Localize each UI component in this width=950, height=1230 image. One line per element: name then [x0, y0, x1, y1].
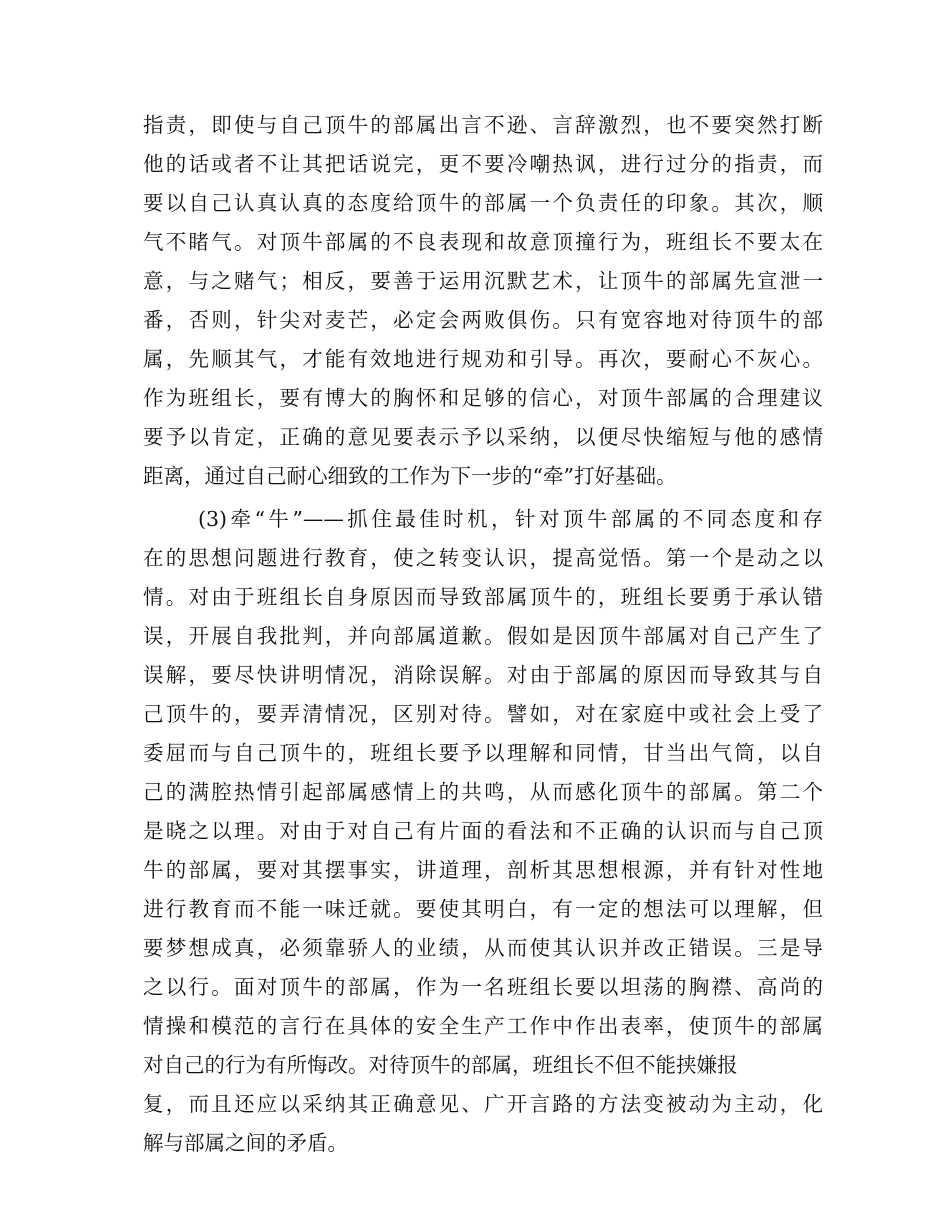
text-line: 指责，即使与自己顶牛的部属出言不逊、言辞激烈，也不要突然打断	[143, 113, 823, 137]
text-line: 要梦想成真，必须靠骄人的业绩，从而使其认识并改正错误。三是导	[143, 936, 823, 960]
text-line: 对自己的行为有所悔改。对待顶牛的部属，班组长不但不能挟嫌报	[143, 1053, 738, 1077]
text-line: 他的话或者不让其把话说完，更不要冷嘲热讽，进行过分的指责，而	[143, 152, 823, 176]
paragraph-1	[143, 106, 823, 496]
text-line: 作为班组长，要有博大的胸怀和足够的信心，对顶牛部属的合理建议	[143, 386, 823, 410]
paragraph-2	[143, 500, 823, 1163]
text-line: 误解，要尽快讲明情况，消除误解。对由于部属的原因而导致其与自	[143, 663, 823, 687]
text-line: 进行教育而不能一味迁就。要使其明白，有一定的想法可以理解，但	[143, 897, 823, 921]
text-line: 番，否则，针尖对麦芒，必定会两败俱伤。只有宽容地对待顶牛的部	[143, 308, 823, 332]
text-line: 己顶牛的，要弄清情况，区别对待。譬如，对在家庭中或社会上受了	[143, 702, 823, 726]
text-line: 委屈而与自己顶牛的，班组长要予以理解和同情，甘当出气筒，以自	[143, 741, 823, 765]
text-line: 牛的部属，要对其摆事实，讲道理，剖析其思想根源，并有针对性地	[143, 858, 823, 882]
text-line: 情操和模范的言行在具体的安全生产工作中作出表率，使顶牛的部属	[143, 1014, 823, 1038]
text-line: 情。对由于班组长自身原因而导致部属顶牛的，班组长要勇于承认错	[143, 585, 823, 609]
text-line: 在的思想问题进行教育，使之转变认识，提高觉悟。第一个是动之以	[143, 546, 823, 570]
text-line: 复，而且还应以采纳其正确意见、广开言路的方法变被动为主动，化	[143, 1092, 823, 1116]
text-line: 误，开展自我批判，并向部属道歉。假如是因顶牛部属对自己产生了	[143, 624, 823, 648]
text-line: 解与部属之间的矛盾。	[143, 1131, 348, 1155]
text-line: 属，先顺其气，才能有效地进行规劝和引导。再次，要耐心不灰心。	[143, 347, 823, 371]
text-line: 之以行。面对顶牛的部属，作为一名班组长要以坦荡的胸襟、高尚的	[143, 975, 823, 999]
text-line: 距离，通过自己耐心细致的工作为下一步的“牵”打好基础。	[143, 464, 677, 488]
text-line: 气不睹气。对顶牛部属的不良表现和故意顶撞行为，班组长不要太在	[143, 230, 823, 254]
text-line: 意，与之赌气；相反，要善于运用沉默艺术，让顶牛的部属先宣泄一	[143, 269, 823, 293]
text-line: 己的满腔热情引起部属感情上的共鸣，从而感化顶牛的部属。第二个	[143, 780, 823, 804]
text-line: (3)牵“牛”——抓住最佳时机，针对顶牛部属的不同态度和存	[198, 507, 823, 531]
text-line: 要予以肯定，正确的意见要表示予以采纳，以便尽快缩短与他的感情	[143, 425, 823, 449]
text-line: 要以自己认真认真的态度给顶牛的部属一个负责任的印象。其次，顺	[143, 191, 823, 215]
text-line: 是晓之以理。对由于对自己有片面的看法和不正确的认识而与自己顶	[143, 819, 823, 843]
